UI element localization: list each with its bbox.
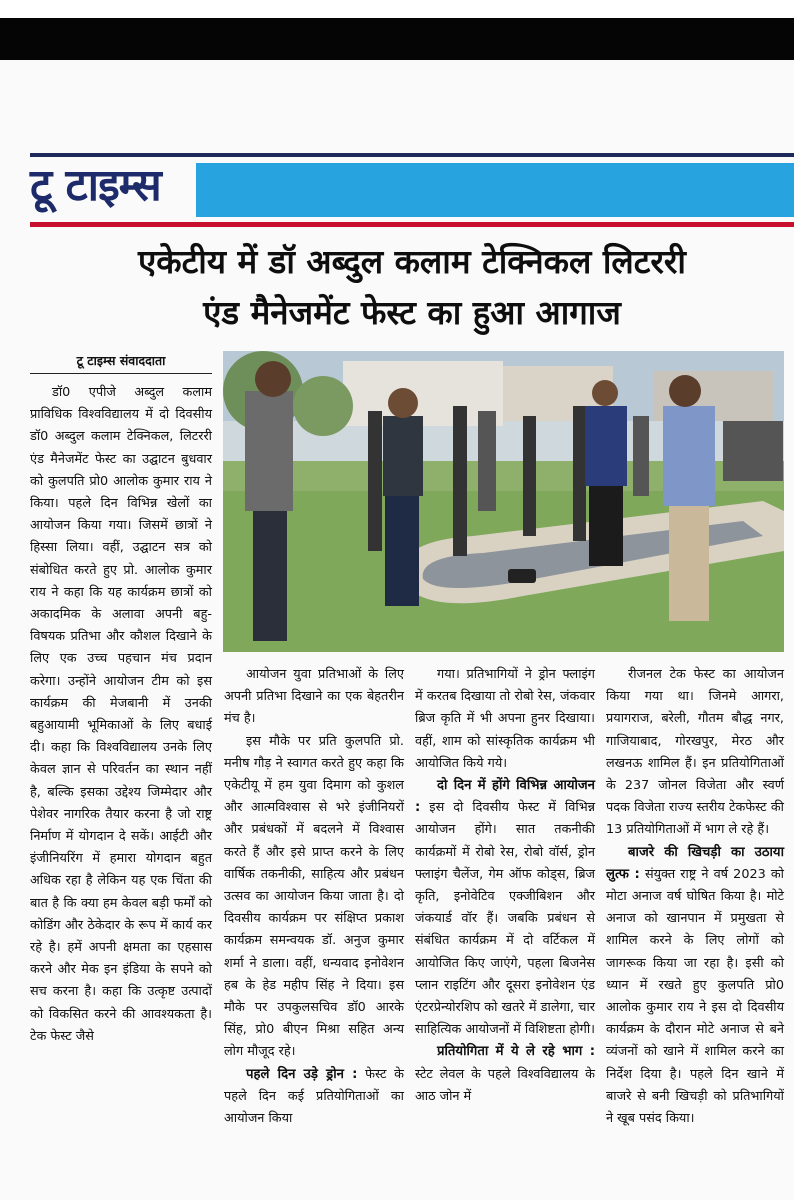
masthead-title: टू टाइम्स	[30, 160, 161, 211]
subheading-drone: पहले दिन उड़े ड्रोन :	[246, 1066, 358, 1082]
event-photo-illustration	[223, 351, 784, 652]
subheading-two-days: दो दिन में होंगे विभिन्न आयोजन :	[415, 778, 595, 816]
masthead-red-rule	[30, 222, 794, 227]
person-right	[663, 375, 715, 621]
person-middle	[383, 388, 423, 606]
event-photo	[223, 351, 784, 652]
column-3-paragraph-1: गया। प्रतिभागियों ने ड्रोन फ्लाइंग में करतब दिखाया तो रोबो रेस, जंकवार ब्रिज कृति में भी अपना हुनर दिखाया। वहीं, शाम को सांस्कृतिक कार्यक्रम भी आयोजित किये गये।	[415, 667, 595, 771]
article-column-1	[30, 382, 212, 1048]
column-2-paragraph-3: फेस्ट के पहले दिन कई प्रतियोगिताओं का आयोजन किया	[224, 1066, 404, 1127]
person-striped	[585, 380, 627, 566]
article-column-2	[224, 664, 404, 1130]
column-3-paragraph-2: इस दो दिवसीय फेस्ट में विभिन्न आयोजन होंगे। सात तकनीकी कार्यक्रमों में रोबो रेस, रोबो वॉर्स, ड्रोन फ्लाइंग चैलेंज, गेम ऑफ कोड्स, ब्रिज कृति, इनोवेटिव एक्जीबिशन और जंकयार्ड वॉर हैं। जबकि प्रबंधन से संबंधित कार्यक्रम में दो वर्टिकल में आयोजित किए जाएंगे, पहला बिजनेस प्लान राइटिंग और दूसरा इनोवेशन एंड एंटरप्रेन्योरशिप को खतरे में डालेगा, चार साहित्यिक आयोजनों में विशिष्टता होगी।	[415, 800, 596, 1038]
headline-line-1: एकेटीय में डॉ अब्दुल कलाम टेक्निकल लिटररी	[138, 242, 686, 281]
column-3-paragraph-3: स्टेट लेवल के पहले विश्वविद्यालय के आठ जोन में	[415, 1066, 595, 1104]
column-1-paragraph: डॉ0 एपीजे अब्दुल कलाम प्राविधिक विश्वविद्यालय में दो दिवसीय डॉ0 अब्दुल कलाम टेक्निकल, लिटररी एंड मैनेजमेंट फेस्ट का उद्घाटन बुधवार को कुलपति प्रो0 आलोक कुमार राय ने किया। पहले दिन विभिन्न खेलों का आयोजन किया गया। जिसमें छात्रों ने हिस्सा लिया। वहीं, उद्घाटन सत्र को संबोधित करते हुए प्रो. आलोक कुमार राय ने कहा कि यह कार्यक्रम छात्रों को अकादमिक के अलावा अपनी बहु-विषयक प्रतिभा और कौशल दिखाने के लिए एक उच्च पहचान मंच प्रदान करेगा। उन्होंने आयोजन टीम को इस कार्यक्रम की मेजबानी में उनकी बहुआयामी भूमिकाओं के लिए बधाई दी। कहा कि विश्वविद्यालय उनके लिए केवल ज्ञान से परिवर्तन का स्थान नहीं है, बल्कि इसका उद्देश्य जिम्मेदार और पेशेवर नागरिक तैयार करना है जो राष्ट्र निर्माण में योगदान दे सकें। आईटी और इंजीनियरिंग में हमारा योगदान बहुत अधिक रहा है लेकिन यह एक चिंता की बात है कि क्या हम केवल बड़ी फर्मों को कोडिंग और ठेकेदार के रूप में कार्य कर रहे है। हमें अपनी क्षमता का एहसास करने और मेक इन इंडिया के सपने को सच करना है। कहा कि उत्कृष्ट उत्पादों को विकसित करने की आवश्यकता है। टेक फेस्ट जैसे	[30, 385, 212, 1044]
top-black-bar	[0, 18, 794, 60]
headline-line-2: एंड मैनेजमेंट फेस्ट का हुआ आगाज	[203, 293, 621, 332]
subheading-participants: प्रतियोगिता में ये ले रहे भाग :	[437, 1044, 595, 1060]
subheading-millet-khichdi: बाजरे की खिचड़ी का उठाया लुत्फ :	[606, 844, 784, 882]
column-4-paragraph-2: संयुक्त राष्ट्र ने वर्ष 2023 को मोटा अनाज वर्ष घोषित किया है। मोटे अनाज को खानपान में प्रमुखता से शामिल करने के लिए लोगों को जागरूक किया जा रहा है। इसी को ध्यान में रखते हुए कुलपति प्रो0 आलोक कुमार राय ने इस दो दिवसीय कार्यक्रम के दौरान मोटे अनाज से बने व्यंजनों को खाने में शामिल करने का निर्देश दिया है। पहले दिन खाने में बाजरे से बनी खिचड़ी को प्रतिभागियों ने खूब पसंद किया।	[606, 866, 784, 1127]
column-2-paragraph-1: आयोजन युवा प्रतिभाओं के लिए अपनी प्रतिभा दिखाने का एक बेहतरीन मंच है।	[224, 667, 404, 727]
article-column-4	[606, 664, 784, 1130]
byline: टू टाइम्स संवाददाता	[30, 350, 212, 374]
column-2-paragraph-2: इस मौके पर प्रति कुलपति प्रो. मनीष गौड़ ने स्वागत करते हुए कहा कि एकेटीयू में हम युवा दिमाग को कुशल और आत्मविश्वास से भरे इंजीनियरों और प्रबंधकों में बदलने में विश्वास करते हैं और इसे प्राप्त करने के लिए वार्षिक तकनीकी, साहित्य और प्रबंधन उत्सव का आयोजन किया जाता है। दो दिवसीय कार्यक्रम पर संक्षिप्त प्रकाश कार्यक्रम समन्वयक डॉ. अनुज कुमार शर्मा ने डाला। वहीं, धन्यवाद इनोवेशन हब के हेड महीप सिंह ने दिया। इस मौके पर उपकुलसचिव डॉ0 आरके सिंह, प्रो0 बीएन मिश्रा सहित अन्य लोग मौजूद रहे।	[224, 733, 404, 1060]
column-4-paragraph-1: रीजनल टेक फेस्ट का आयोजन किया गया था। जिनमे आगरा, प्रयागराज, बरेली, गौतम बौद्ध नगर, गाजियाबाद, गोरखपुर, मेरठ और लखनऊ शामिल हैं। इन प्रतियोगिताओं के 237 जोनल विजेता और स्वर्ण पदक विजेता राज्य स्तरीय टेकफेस्ट की 13 प्रतियोगिताओं में भाग ले रहे हैं।	[606, 667, 784, 838]
article-column-3	[415, 664, 595, 1108]
headline	[30, 236, 794, 338]
masthead-blue-band	[196, 163, 794, 217]
